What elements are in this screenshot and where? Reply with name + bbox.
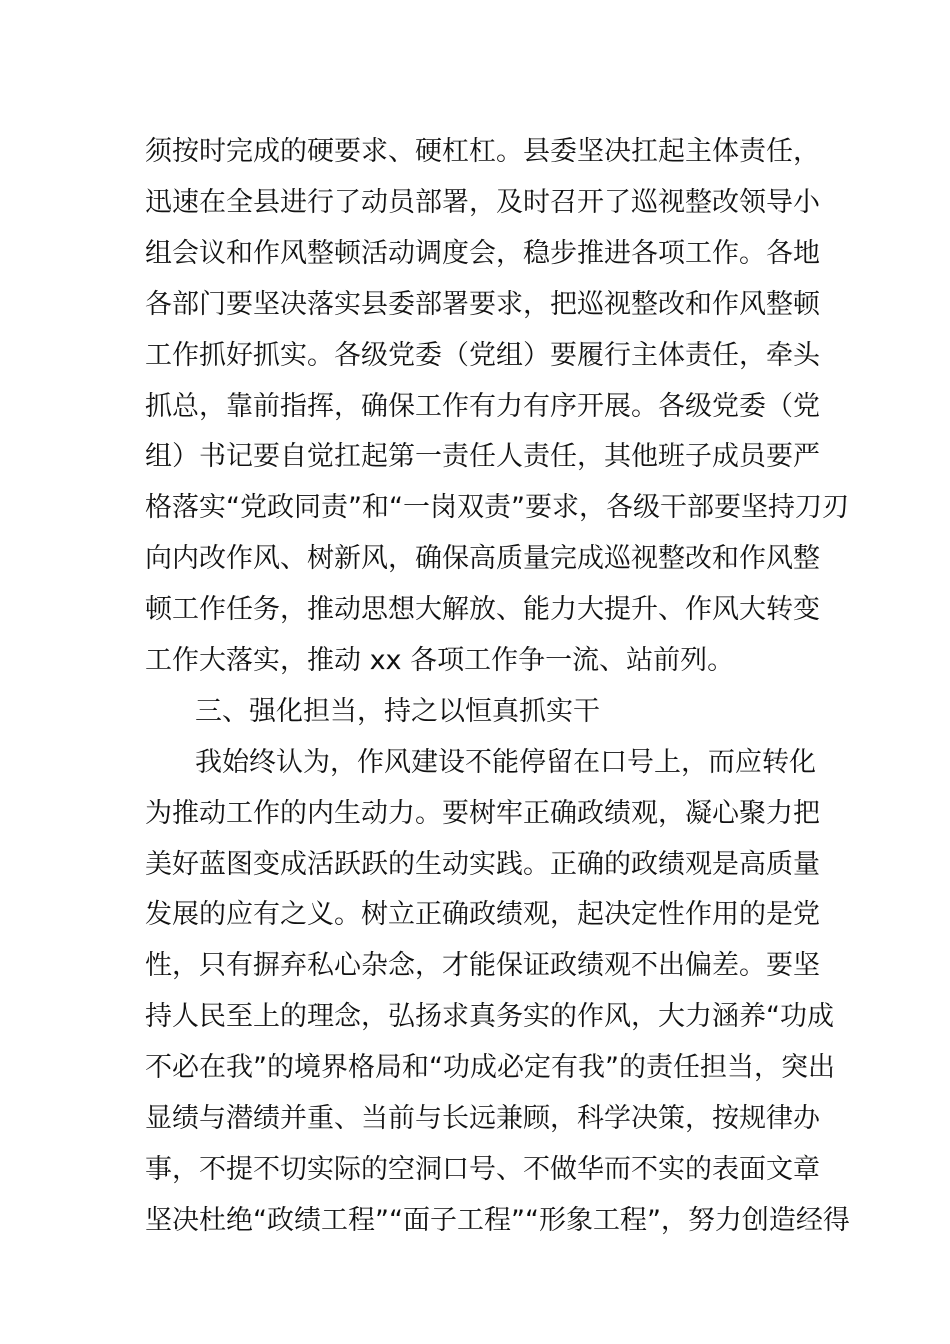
body-text-line: 显绩与潜绩并重、当前与长远兼顾，科学决策，按规律办	[145, 1103, 820, 1134]
body-text-line: 组）书记要自觉扛起第一责任人责任，其他班子成员要严	[145, 441, 820, 472]
body-text-line: 工作抓好抓实。各级党委（党组）要履行主体责任，牵头	[145, 340, 820, 371]
body-text-line: 须按时完成的硬要求、硬杠杠。县委坚决扛起主体责任，	[145, 136, 820, 167]
paragraph-first-line: 我始终认为，作风建设不能停留在口号上，而应转化	[195, 747, 816, 778]
body-text-line: 抓总，靠前指挥，确保工作有力有序开展。各级党委（党	[145, 391, 820, 422]
body-text-line: 不必在我”的境界格局和“功成必定有我”的责任担当，突出	[145, 1052, 835, 1083]
body-text-line: 发展的应有之义。树立正确政绩观，起决定性作用的是党	[145, 899, 820, 930]
body-text-line: 顿工作任务，推动思想大解放、能力大提升、作风大转变	[145, 594, 820, 625]
body-text-line: 向内改作风、树新风，确保高质量完成巡视整改和作风整	[145, 543, 820, 574]
body-text-line: 组会议和作风整顿活动调度会，稳步推进各项工作。各地	[145, 238, 820, 269]
section-heading: 三、强化担当，持之以恒真抓实干	[195, 696, 600, 727]
body-text-line: 迅速在全县进行了动员部署，及时召开了巡视整改领导小	[145, 187, 820, 218]
body-text-line: 性，只有摒弃私心杂念，才能保证政绩观不出偏差。要坚	[145, 950, 820, 981]
body-text-line: 持人民至上的理念，弘扬求真务实的作风，大力涵养“功成	[145, 1001, 834, 1032]
body-text-line: 坚决杜绝“政绩工程”“面子工程”“形象工程”，努力创造经得	[145, 1205, 850, 1236]
body-text-line: 美好蓝图变成活跃跃的生动实践。正确的政绩观是高质量	[145, 849, 820, 880]
body-text-line: 工作大落实，推动 xx 各项工作争一流、站前列。	[145, 645, 735, 676]
body-text-line: 为推动工作的内生动力。要树牢正确政绩观，凝心聚力把	[145, 798, 820, 829]
body-text-line: 事，不提不切实际的空洞口号、不做华而不实的表面文章	[145, 1154, 820, 1185]
body-text-line: 各部门要坚决落实县委部署要求，把巡视整改和作风整顿	[145, 289, 820, 320]
body-text-line: 格落实“党政同责”和“一岗双责”要求，各级干部要坚持刀刃	[145, 492, 849, 523]
